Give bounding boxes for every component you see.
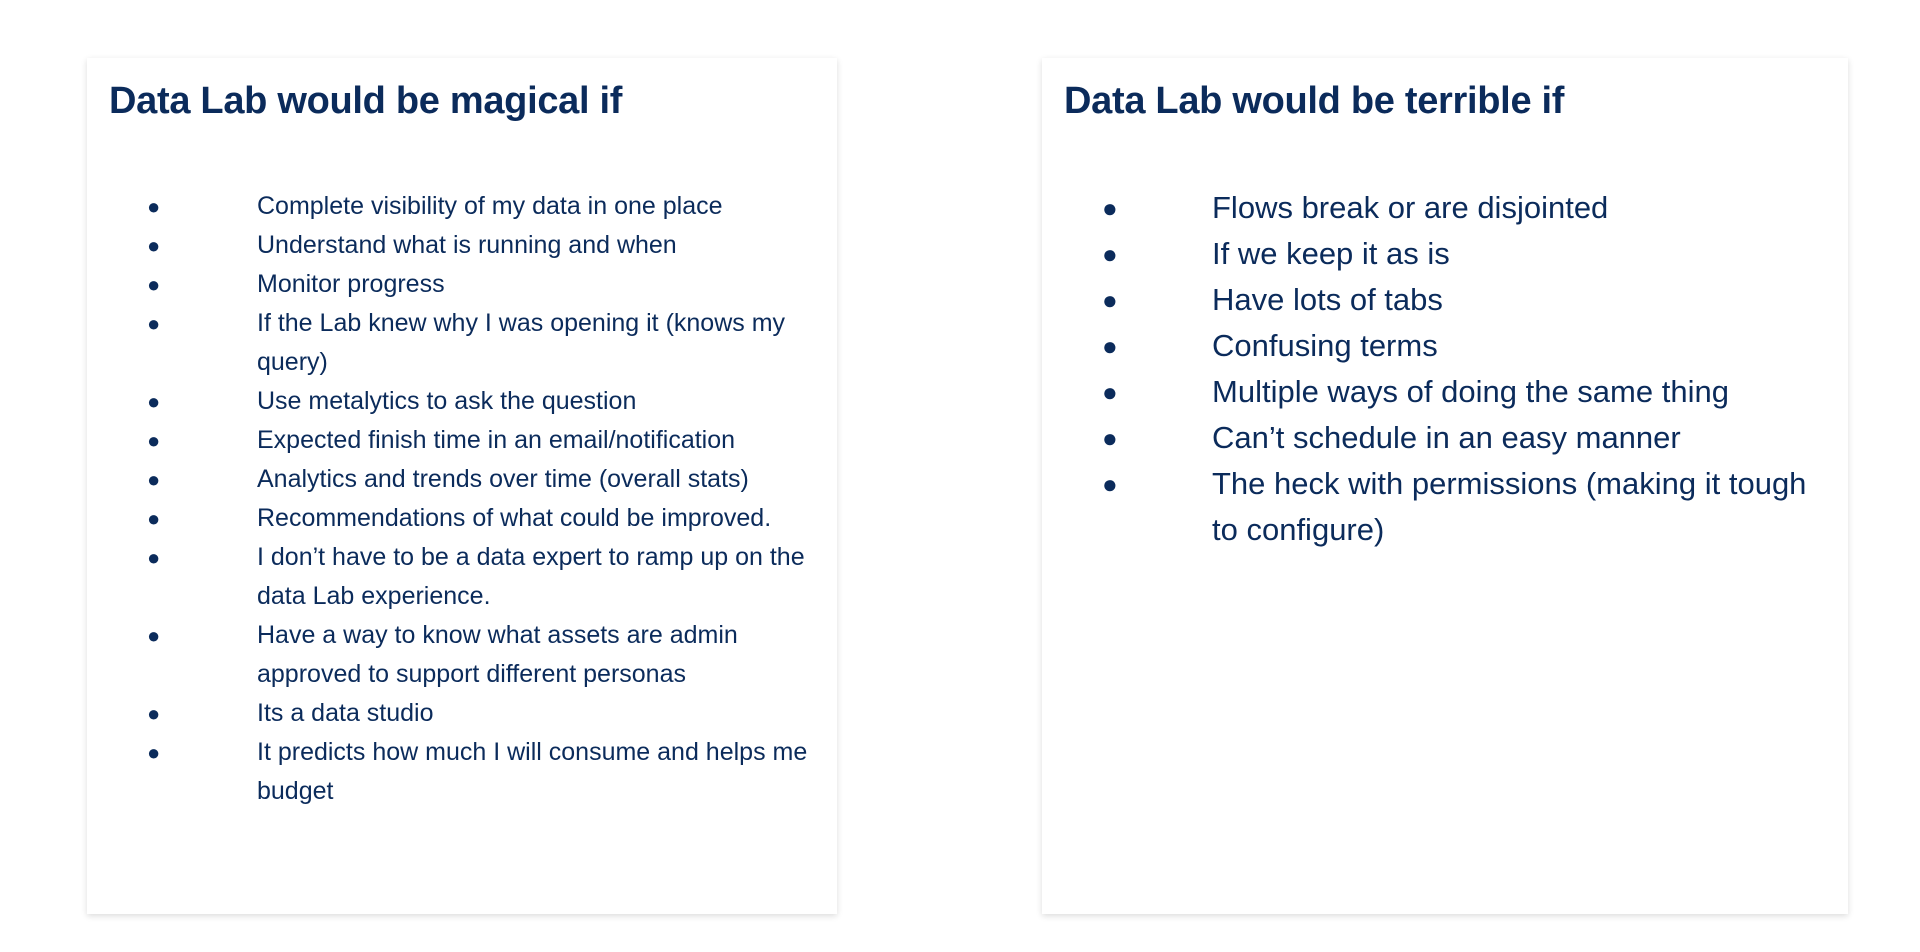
magical-list <box>147 187 817 811</box>
list-item <box>147 265 817 304</box>
list-item <box>1102 323 1832 369</box>
list-item-text: Monitor progress <box>257 270 445 298</box>
bullet-icon: ● <box>1102 285 1118 315</box>
list-item <box>1102 185 1832 231</box>
list-item <box>147 733 817 811</box>
list-item <box>147 187 817 226</box>
bullet-icon: ● <box>1102 469 1118 499</box>
bullet-icon: ● <box>147 428 161 453</box>
list-item <box>1102 231 1832 277</box>
bullet-icon: ● <box>147 233 161 258</box>
list-item-text: Expected finish time in an email/notification <box>257 426 736 454</box>
list-item <box>147 460 817 499</box>
list-item-text: The heck with permissions (making it tough to configure) <box>1212 466 1807 547</box>
magical-card <box>87 58 837 914</box>
terrible-card <box>1042 58 1848 914</box>
bullet-icon: ● <box>147 467 161 492</box>
bullet-icon: ● <box>147 389 161 414</box>
list-item <box>1102 461 1832 553</box>
bullet-icon: ● <box>147 311 161 336</box>
list-item-text: Multiple ways of doing the same thing <box>1212 374 1729 409</box>
bullet-icon: ● <box>1102 377 1118 407</box>
list-item <box>147 616 817 694</box>
terrible-list <box>1102 185 1832 553</box>
bullet-icon: ● <box>1102 331 1118 361</box>
bullet-icon: ● <box>1102 239 1118 269</box>
list-item <box>147 226 817 265</box>
list-item-text: Confusing terms <box>1212 328 1438 363</box>
list-item <box>147 499 817 538</box>
list-item-text: Flows break or are disjointed <box>1212 190 1609 225</box>
list-item <box>1102 369 1832 415</box>
list-item-text: It predicts how much I will consume and helps me budget <box>257 738 808 805</box>
list-item-text: If we keep it as is <box>1212 236 1450 271</box>
list-item-text: Its a data studio <box>257 699 434 727</box>
list-item-text: Analytics and trends over time (overall stats) <box>257 465 749 493</box>
bullet-icon: ● <box>1102 193 1118 223</box>
list-item-text: Complete visibility of my data in one place <box>257 192 723 220</box>
bullet-icon: ● <box>147 272 161 297</box>
list-item-text: Can’t schedule in an easy manner <box>1212 420 1681 455</box>
list-item <box>147 382 817 421</box>
list-item <box>147 694 817 733</box>
list-item-text: Have a way to know what assets are admin approved to support different personas <box>257 621 738 688</box>
list-item-text: Use metalytics to ask the question <box>257 387 637 415</box>
bullet-icon: ● <box>147 194 161 219</box>
list-item-text: Recommendations of what could be improved. <box>257 504 772 532</box>
list-item-text: Have lots of tabs <box>1212 282 1443 317</box>
bullet-icon: ● <box>147 623 161 648</box>
list-item <box>147 421 817 460</box>
list-item-text: I don’t have to be a data expert to ramp up on the data Lab experience. <box>257 543 805 610</box>
list-item-text: If the Lab knew why I was opening it (knows my query) <box>257 309 786 376</box>
list-item <box>147 538 817 616</box>
list-item <box>1102 415 1832 461</box>
terrible-card-title: Data Lab would be terrible if <box>1064 80 1565 122</box>
bullet-icon: ● <box>147 740 161 765</box>
bullet-icon: ● <box>147 545 161 570</box>
list-item <box>1102 277 1832 323</box>
magical-card-title: Data Lab would be magical if <box>109 80 623 122</box>
bullet-icon: ● <box>147 506 161 531</box>
bullet-icon: ● <box>1102 423 1118 453</box>
bullet-icon: ● <box>147 701 161 726</box>
list-item <box>147 304 817 382</box>
list-item-text: Understand what is running and when <box>257 231 677 259</box>
